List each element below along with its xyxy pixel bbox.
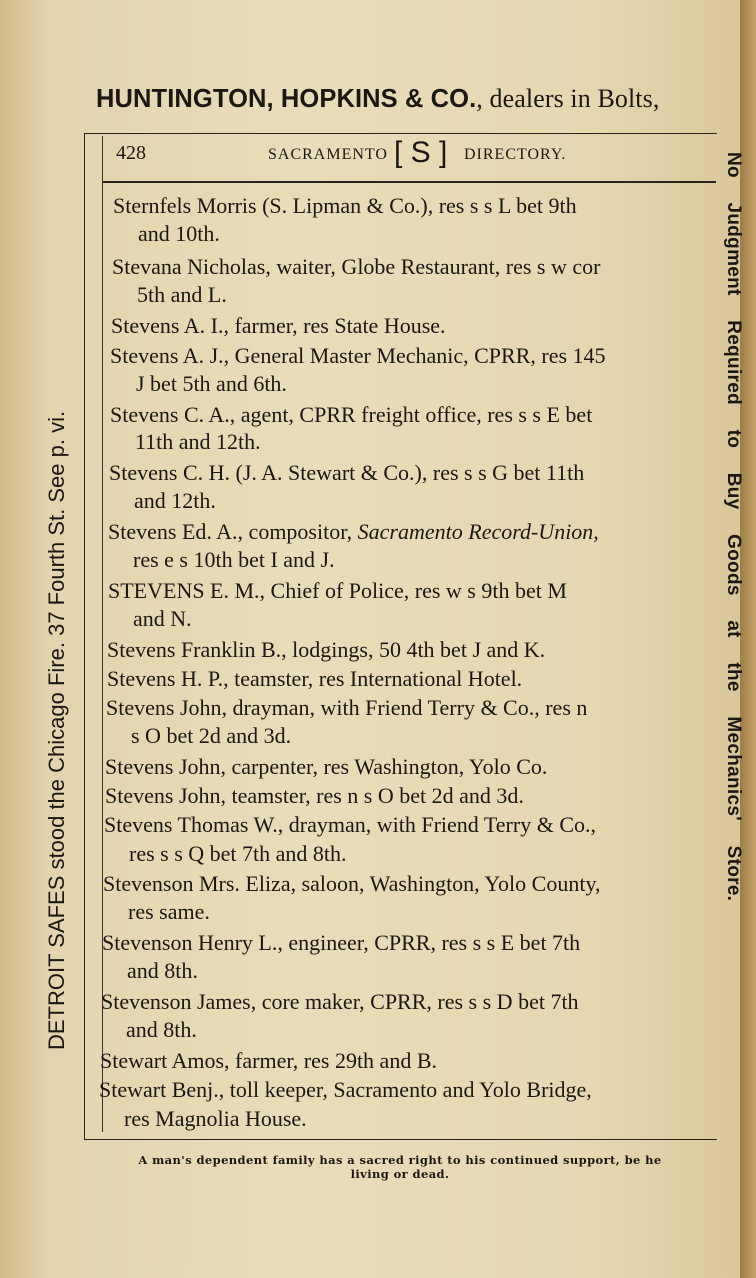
entry-line: and 8th. (127, 958, 198, 983)
entry-line: Stevenson Mrs. Eliza, saloon, Washington, Yolo County, (103, 871, 601, 896)
entry-line: Stevens A. I., farmer, res State House. (111, 313, 446, 338)
entry-line: 11th and 12th. (135, 429, 261, 454)
footer-line: living or dead. (350, 1167, 450, 1181)
right-margin-advertisement: No Judgment Required to Buy Goods at the Mechanics' Store. (723, 152, 744, 902)
entry-line: Stevenson Henry L., engineer, CPRR, res s s E bet 7th (102, 930, 581, 955)
entry-line: res same. (128, 899, 210, 924)
entry-line: Stevens John, drayman, with Friend Terry & Co., res n (106, 695, 588, 720)
entry-text: Stevens Ed. A., compositor, (108, 519, 358, 544)
running-head-left: SACRAMENTO (268, 146, 388, 163)
page-number: 428 (116, 142, 146, 164)
newspaper-name: Sacramento Record-Union, (357, 519, 599, 544)
entry-line: Stevenson James, core maker, CPRR, res s s D bet 7th (101, 989, 579, 1014)
entry-line: res s s Q bet 7th and 8th. (129, 841, 347, 866)
entry-line: Stevens H. P., teamster, res International Hotel. (107, 666, 523, 691)
left-margin-advertisement: DETROIT SAFES stood the Chicago Fire. 37 Fourth St. See p. vi. (44, 410, 69, 1050)
entry-line: and 8th. (126, 1017, 197, 1042)
advertisement-banner (96, 84, 724, 114)
entry-line: and N. (133, 606, 192, 631)
entry-line (108, 519, 599, 545)
entry-line: Stewart Benj., toll keeper, Sacramento and Yolo Bridge, (99, 1077, 592, 1102)
banner-firm: HUNTINGTON, HOPKINS & CO. (96, 85, 477, 113)
entry-line: Stevens John, teamster, res n s O bet 2d and 3d. (105, 783, 524, 808)
running-head-right: DIRECTORY. (464, 146, 567, 163)
entry-line: Stevana Nicholas, waiter, Globe Restaurant, res s w cor (112, 254, 601, 279)
section-letter: [ S ] (394, 136, 448, 169)
entry-line: 5th and L. (137, 282, 227, 307)
running-head (116, 136, 716, 176)
entry-line: Stevens Franklin B., lodgings, 50 4th bet J and K. (107, 637, 546, 662)
entry-line: res e s 10th bet I and J. (133, 547, 335, 572)
footer-motto (70, 1153, 730, 1181)
entry-line: J bet 5th and 6th. (136, 371, 287, 396)
entry-line: Stevens Thomas W., drayman, with Friend Terry & Co., (104, 812, 596, 837)
entry-line: Stevens John, carpenter, res Washington, Yolo Co. (105, 754, 548, 779)
entry-line: Stevens C. H. (J. A. Stewart & Co.), res s s G bet 11th (109, 460, 585, 485)
head-rule (103, 181, 716, 183)
entry-line: Stevens A. J., General Master Mechanic, CPRR, res 145 (110, 343, 606, 368)
frame-rule (102, 136, 103, 1132)
banner-text: , dealers in Bolts, (476, 84, 660, 113)
entry-line: and 12th. (134, 488, 216, 513)
entry-line: STEVENS E. M., Chief of Police, res w s 9th bet M (108, 578, 567, 603)
entry-line: Stewart Amos, farmer, res 29th and B. (100, 1048, 437, 1073)
entry-line: Stevens C. A., agent, CPRR freight office, res s s E bet (110, 402, 593, 427)
entry-line: s O bet 2d and 3d. (131, 723, 292, 748)
entry-line: Sternfels Morris (S. Lipman & Co.), res s s L bet 9th (113, 193, 577, 218)
entry-line: res Magnolia House. (124, 1106, 307, 1131)
footer-line: A man's dependent family has a sacred right to his continued support, be he (138, 1153, 662, 1167)
entry-line: and 10th. (138, 221, 220, 246)
